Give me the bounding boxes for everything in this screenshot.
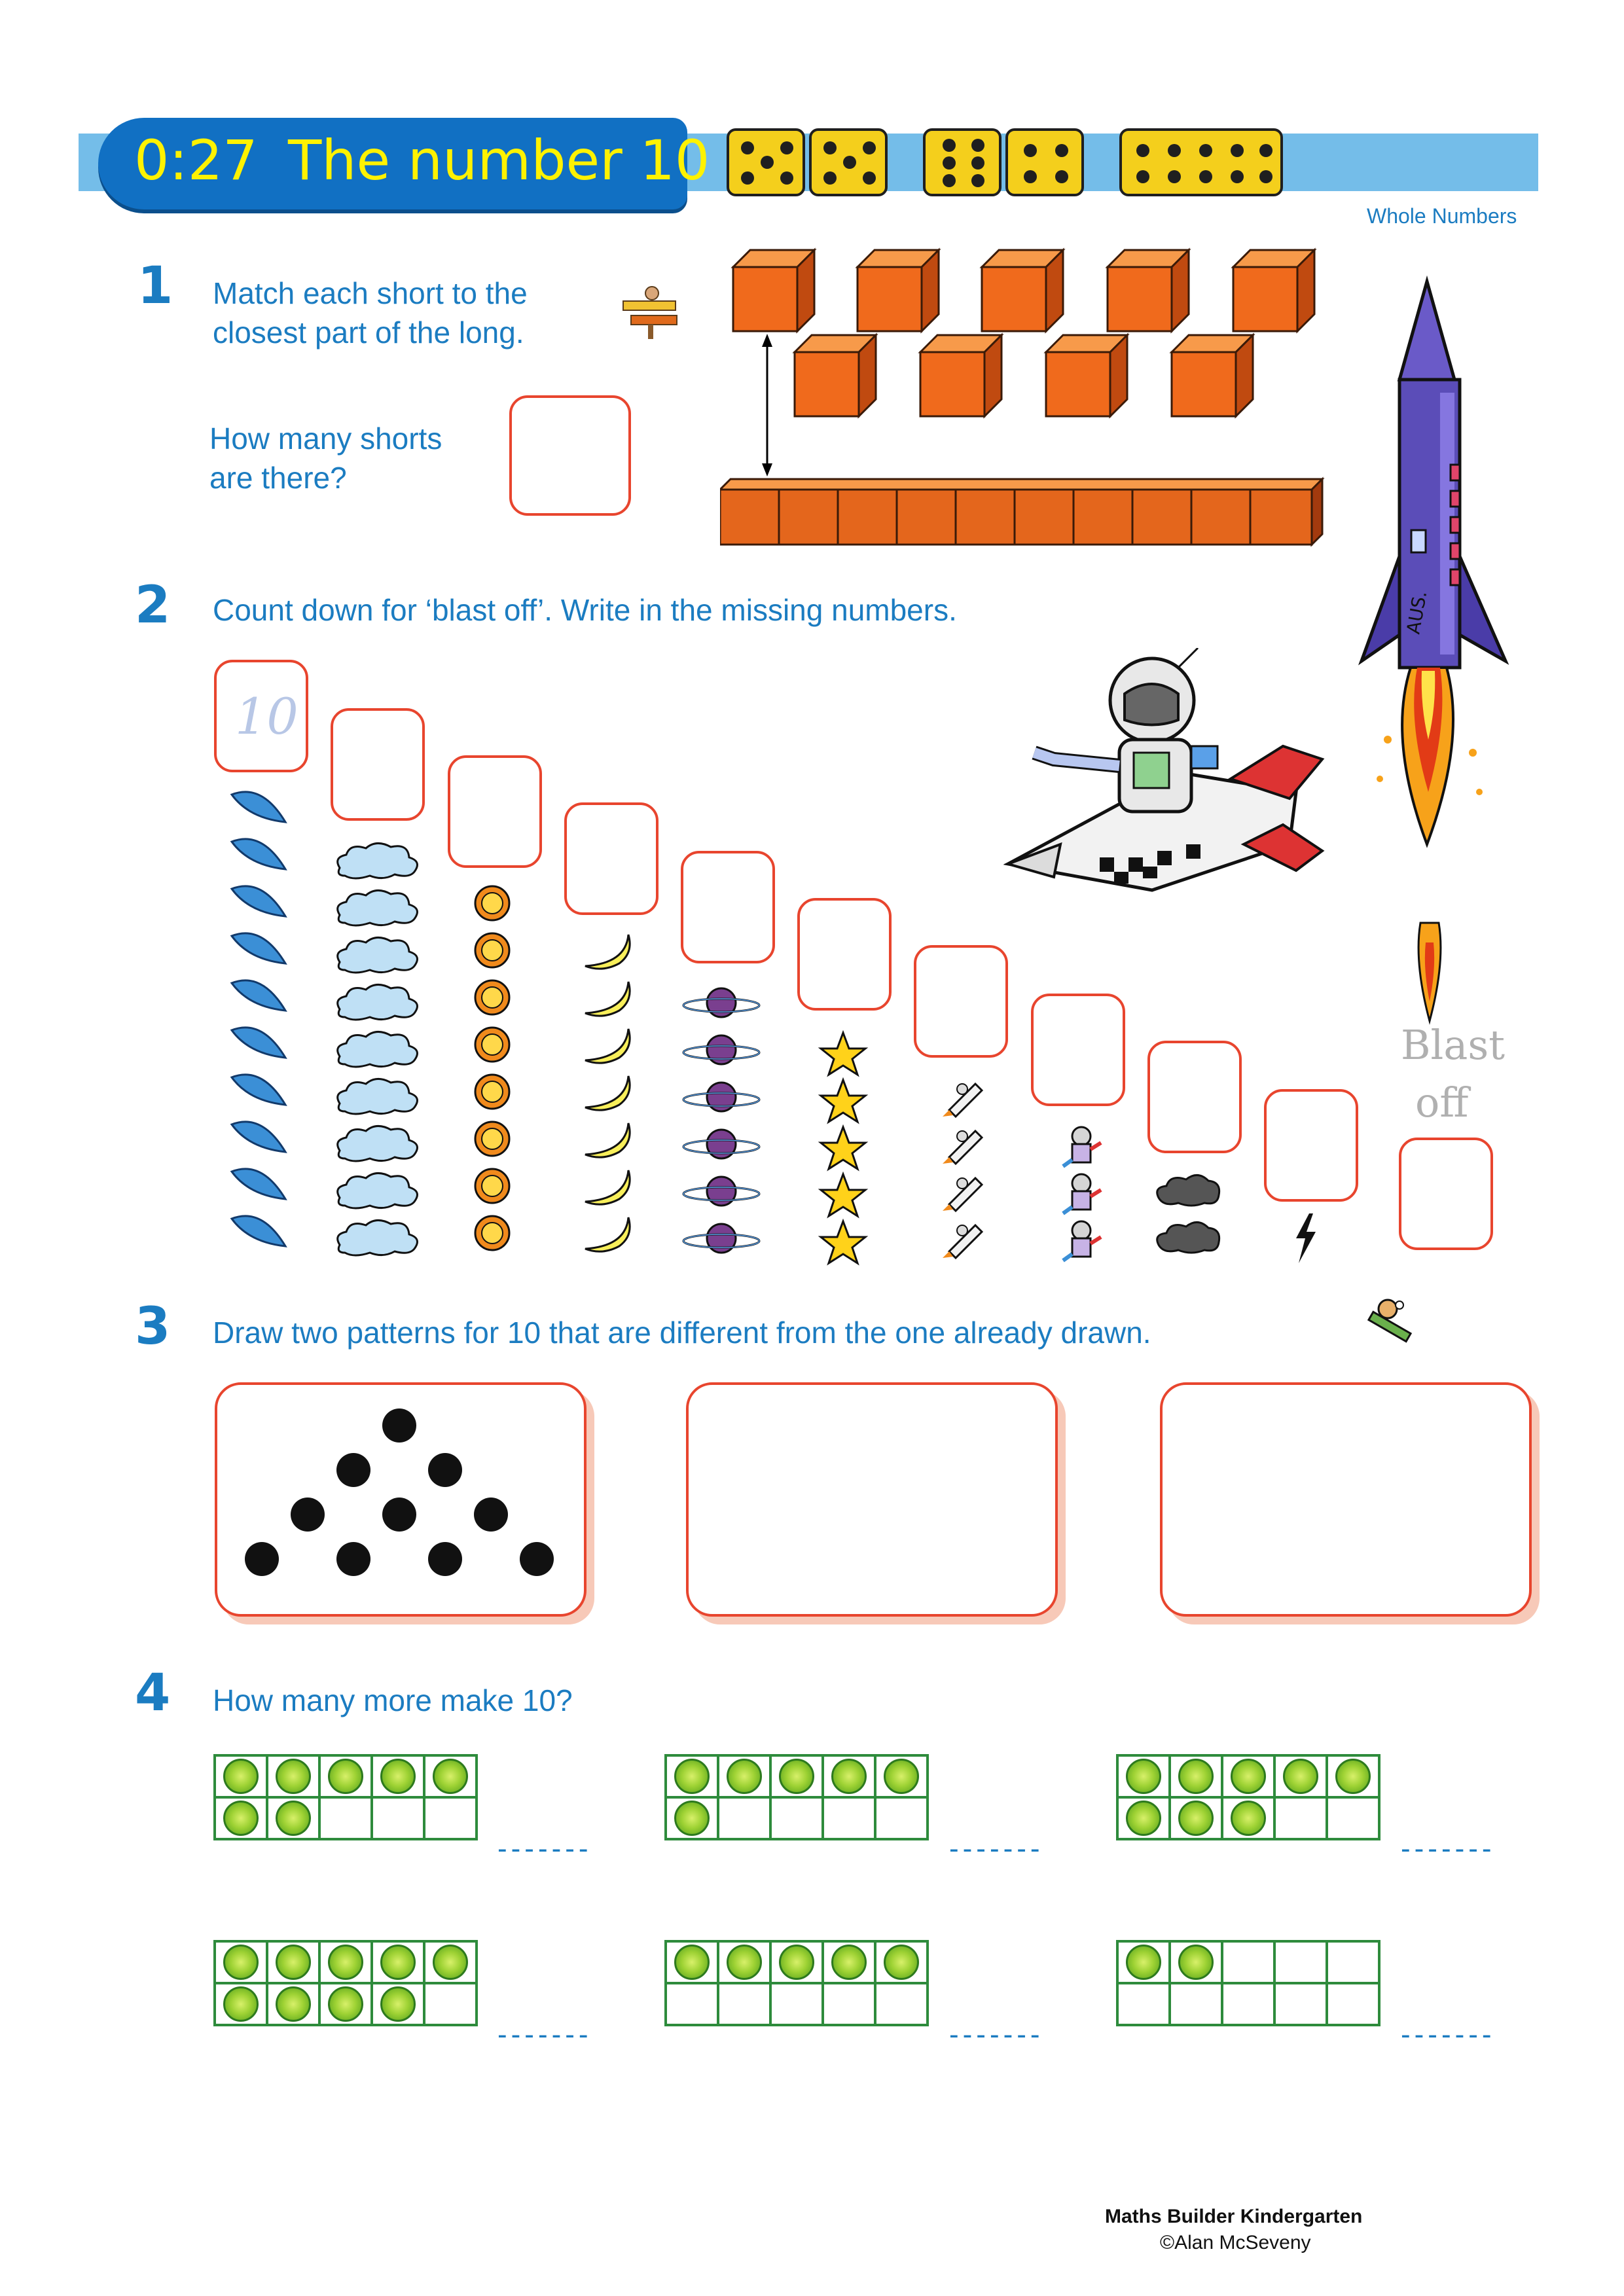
storm-cloud-column [1152, 1169, 1224, 1267]
ten-frame [1116, 1940, 1380, 2026]
counter-ball [328, 1759, 363, 1794]
ten-frame-cell [823, 1755, 875, 1797]
die-4 [1005, 128, 1084, 196]
ten-frame-cell [875, 1983, 928, 2025]
short-cube[interactable] [857, 250, 939, 331]
long-rod [720, 479, 1322, 545]
counter-ball [223, 1986, 259, 2022]
rocket-icon [943, 1084, 982, 1258]
ten-frame-cell [319, 1983, 372, 2025]
ten-frame-cell [372, 1755, 424, 1797]
q2-number: 2 [135, 576, 171, 635]
ten-frame [1116, 1754, 1380, 1840]
ten-frame-cell [424, 1983, 477, 2025]
astronaut-column [1055, 1123, 1108, 1274]
sun-icon [475, 886, 509, 1250]
counter-ball [276, 1759, 311, 1794]
ten-frame-cell [1327, 1755, 1379, 1797]
sun-column [466, 881, 518, 1274]
ten-frame-cell [1222, 1797, 1274, 1839]
counter-ball [1126, 1759, 1161, 1794]
ten-frame-cell [1170, 1755, 1222, 1797]
counter-ball [884, 1759, 919, 1794]
ten-frame-cell [1170, 1797, 1222, 1839]
ten-frame-cell [718, 1983, 770, 2025]
ten-frame [664, 1940, 929, 2026]
rocket-label: AUS. [1402, 589, 1432, 636]
short-cube[interactable] [1046, 335, 1127, 416]
off-label: off [1415, 1079, 1469, 1126]
counter-ball [223, 1759, 259, 1794]
counter-ball [328, 1986, 363, 2022]
die-10 [1119, 128, 1283, 196]
ten-frame-cell [267, 1941, 319, 1983]
given-number: 10 [235, 687, 298, 745]
ten-frame-cell [875, 1755, 928, 1797]
die-5 [809, 128, 888, 196]
q1-instruction-line2: closest part of the long. [213, 315, 524, 350]
ten-frame-cell [1274, 1983, 1327, 2025]
counter-ball [727, 1759, 762, 1794]
ten-frame-cell [319, 1755, 372, 1797]
counter-ball [674, 1945, 710, 1980]
ten-frame-cell [875, 1941, 928, 1983]
ten-frame-cell [1327, 1941, 1379, 1983]
counter-ball [276, 1945, 311, 1980]
counter-ball [380, 1759, 416, 1794]
pencil-worm-icon [1362, 1296, 1420, 1355]
footer-copyright: ©Alan McSeveny [1160, 2232, 1311, 2253]
ten-frame-cell [1117, 1755, 1170, 1797]
countdown-box-1 [214, 660, 308, 772]
ten-frame-cell [1327, 1983, 1379, 2025]
counter-ball [1178, 1801, 1214, 1836]
blast-label: Blast [1401, 1021, 1506, 1069]
answer-line[interactable]: ------- [497, 1833, 592, 1865]
ten-frame-cell [424, 1797, 477, 1839]
storm-cloud-icon [1157, 1175, 1219, 1253]
counter-ball [1335, 1759, 1371, 1794]
ten-frame-cell [1274, 1755, 1327, 1797]
ten-frame-cell [718, 1797, 770, 1839]
category-label: Whole Numbers [1367, 204, 1517, 228]
ten-frame-cell [770, 1755, 823, 1797]
short-cube[interactable] [1233, 250, 1314, 331]
countdown-box-2[interactable] [331, 708, 425, 821]
ten-frame-cell [215, 1941, 267, 1983]
ten-frame-cell [1117, 1797, 1170, 1839]
answer-line[interactable]: ------- [1401, 2018, 1496, 2051]
ten-frame-cell [372, 1983, 424, 2025]
lesson-time: 0:27 [134, 128, 258, 192]
short-cube[interactable] [1108, 250, 1189, 331]
counter-ball [1231, 1759, 1266, 1794]
ten-frame-cell [372, 1797, 424, 1839]
ten-frame-cell [267, 1797, 319, 1839]
star-column [817, 1030, 869, 1266]
q1-instruction-line1: Match each short to the [213, 276, 528, 310]
countdown-box-4[interactable] [564, 802, 659, 915]
pattern-draw-box-2[interactable] [1160, 1382, 1532, 1617]
ten-frame-cell [215, 1983, 267, 2025]
ten-frame-cell [875, 1797, 928, 1839]
ten-frame-cell [1327, 1797, 1379, 1839]
star-icon [821, 1033, 865, 1263]
footer-book-title: Maths Builder Kindergarten [1105, 2206, 1363, 2227]
q1-question-line1: How many shorts [209, 422, 442, 456]
answer-line[interactable]: ------- [1401, 1833, 1496, 1865]
ten-frame-cell [666, 1983, 718, 2025]
ten-frame-cell [215, 1797, 267, 1839]
counter-ball [1283, 1759, 1318, 1794]
counter-ball [380, 1986, 416, 2022]
counter-ball [1126, 1945, 1161, 1980]
countdown-box-6[interactable] [797, 898, 892, 1011]
short-cube[interactable] [982, 250, 1063, 331]
ten-frame-cell [267, 1755, 319, 1797]
short-cube[interactable] [920, 335, 1001, 416]
counter-ball [1126, 1801, 1161, 1836]
ten-frame-cell [666, 1755, 718, 1797]
counter-ball [1178, 1759, 1214, 1794]
ten-frame [213, 1940, 478, 2026]
ten-frame [213, 1754, 478, 1840]
counter-ball [380, 1945, 416, 1980]
ten-frame-cell [666, 1941, 718, 1983]
counter-ball [276, 1986, 311, 2022]
lightning-icon [1296, 1213, 1316, 1263]
die-6 [923, 128, 1001, 196]
counter-ball [674, 1759, 710, 1794]
pencil-sign-icon [614, 283, 693, 342]
ten-frame-cell [770, 1983, 823, 2025]
astronaut-riding-rocket-icon [982, 648, 1342, 923]
matching-arrow [762, 334, 772, 476]
counter-ball [1178, 1945, 1214, 1980]
q1-answer-box[interactable] [509, 395, 631, 516]
q1-question-line2: are there? [209, 461, 347, 495]
counter-ball [223, 1801, 259, 1836]
ten-frame-cell [1222, 1983, 1274, 2025]
ten-frame-cell [1222, 1941, 1274, 1983]
ten-frame-cell [823, 1983, 875, 2025]
ten-frame-cell [1274, 1941, 1327, 1983]
q2-instruction: Count down for ‘blast off’. Write in the missing numbers. [213, 593, 957, 627]
shorts-and-long-figure [720, 242, 1335, 550]
counter-ball [674, 1801, 710, 1836]
ten-frame-cell [319, 1797, 372, 1839]
counter-ball [884, 1945, 919, 1980]
cloud-icon [338, 843, 418, 1255]
ten-frame-cell [1117, 1983, 1170, 2025]
ten-frame-cell [770, 1941, 823, 1983]
lightning-column [1290, 1212, 1322, 1265]
moon-column [576, 929, 635, 1270]
page-title: The number 10 [288, 128, 710, 192]
ten-frame-cell [1274, 1797, 1327, 1839]
feather-icon [232, 792, 285, 1246]
ten-frame-cell [666, 1797, 718, 1839]
counter-ball [328, 1945, 363, 1980]
countdown-box-10[interactable] [1264, 1089, 1358, 1202]
ten-frame-cell [1170, 1941, 1222, 1983]
countdown-box-3[interactable] [448, 755, 542, 868]
cloud-column [331, 838, 429, 1270]
ten-frame-cell [718, 1941, 770, 1983]
counter-ball [779, 1945, 814, 1980]
countdown-box-7[interactable] [914, 945, 1008, 1058]
short-cube[interactable] [733, 250, 814, 331]
rocket-illustration [1348, 268, 1538, 1041]
answer-line[interactable]: ------- [949, 1833, 1044, 1865]
counter-ball [727, 1945, 762, 1980]
counter-ball [831, 1759, 867, 1794]
countdown-box-blastoff[interactable] [1399, 1138, 1493, 1250]
counter-ball [1231, 1801, 1266, 1836]
counter-ball [276, 1801, 311, 1836]
counter-ball [433, 1759, 468, 1794]
pattern-example-box [215, 1382, 586, 1617]
feather-column [223, 783, 295, 1267]
q1-number: 1 [137, 257, 173, 315]
ten-frame-cell [1117, 1941, 1170, 1983]
counter-ball [433, 1945, 468, 1980]
pattern-draw-box-1[interactable] [686, 1382, 1058, 1617]
ten-frame-cell [319, 1941, 372, 1983]
ten-frame-cell [372, 1941, 424, 1983]
q4-instruction: How many more make 10? [213, 1683, 573, 1717]
q3-number: 3 [135, 1297, 171, 1356]
counter-ball [779, 1759, 814, 1794]
ten-frame-cell [424, 1755, 477, 1797]
counter-ball [223, 1945, 259, 1980]
ten-frame-cell [267, 1983, 319, 2025]
moon-icon [585, 935, 630, 1251]
small-rocket-column [943, 1073, 988, 1270]
planet-icon [683, 988, 759, 1253]
ten-frame-cell [1222, 1755, 1274, 1797]
ten-frame-cell [823, 1797, 875, 1839]
ten-frame-cell [1170, 1983, 1222, 2025]
planet-column [679, 980, 765, 1268]
ten-frame [664, 1754, 929, 1840]
ten-frame-cell [215, 1755, 267, 1797]
ten-frame-cell [718, 1755, 770, 1797]
q3-instruction: Draw two patterns for 10 that are different from the one already drawn. [213, 1316, 1151, 1350]
countdown-box-5[interactable] [681, 851, 775, 963]
counter-ball [831, 1945, 867, 1980]
ten-frame-cell [424, 1941, 477, 1983]
astronaut-icon [1063, 1127, 1101, 1261]
answer-line[interactable]: ------- [949, 2018, 1044, 2051]
countdown-box-8[interactable] [1031, 994, 1125, 1106]
ten-frame-cell [770, 1797, 823, 1839]
countdown-box-9[interactable] [1147, 1041, 1242, 1153]
short-cube[interactable] [795, 335, 876, 416]
die-5 [727, 128, 805, 196]
short-cube[interactable] [1172, 335, 1253, 416]
ten-frame-cell [823, 1941, 875, 1983]
answer-line[interactable]: ------- [497, 2018, 592, 2051]
q4-number: 4 [135, 1664, 171, 1723]
